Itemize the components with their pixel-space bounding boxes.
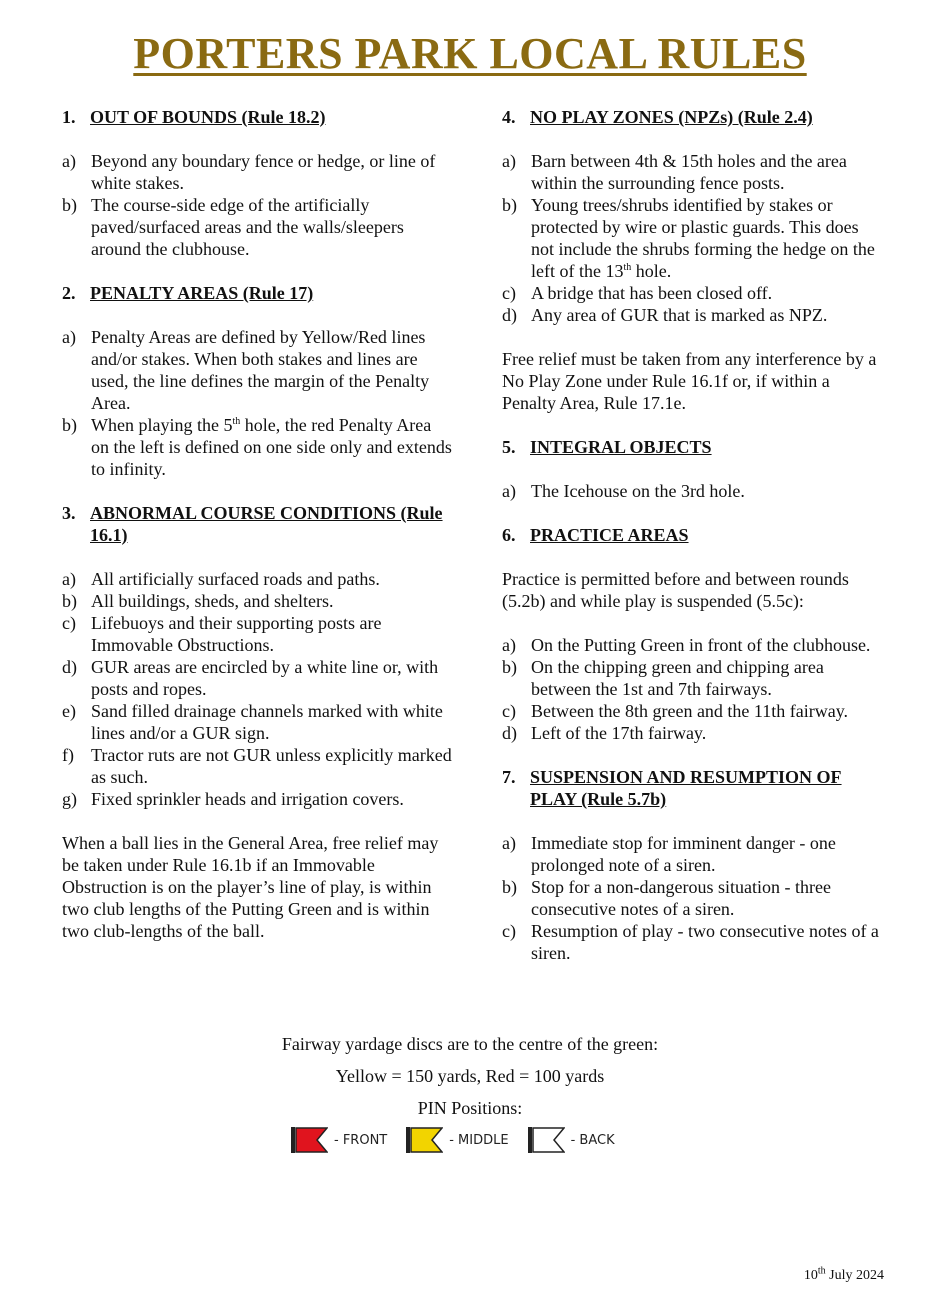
item-marker: d) [502, 305, 517, 325]
item-marker: a) [502, 481, 516, 501]
item-text: On the Putting Green in front of the clubhouse. [531, 635, 871, 655]
list-item [502, 304, 882, 326]
list-item [502, 700, 882, 722]
list-item [502, 656, 882, 700]
item-marker: b) [62, 415, 77, 435]
item-text: Resumption of play - two consecutive notes of a siren. [531, 921, 879, 963]
section-note: When a ball lies in the General Area, free relief may be taken under Rule 16.1b if an Immovable Obstruction is on the player’s line of play, is within two club lengths of the Putting Green and is within two club-lengths of the ball. [62, 833, 439, 941]
item-text: Lifebuoys and their supporting posts are Immovable Obstructions. [91, 613, 382, 655]
list-item [62, 326, 452, 414]
section-heading [62, 502, 452, 546]
rule-section [62, 282, 452, 480]
item-text: Beyond any boundary fence or hedge, or line of white stakes. [91, 151, 436, 193]
list-item [502, 150, 882, 194]
rule-section [62, 502, 452, 942]
pin-positions-legend [290, 1124, 615, 1156]
yardage-values: Yellow = 150 yards, Red = 100 yards [335, 1066, 605, 1086]
rule-list [502, 150, 882, 326]
item-marker: a) [62, 151, 76, 171]
yardage-note: Fairway yardage discs are to the centre of the green: [281, 1034, 659, 1054]
item-text: Left of the 17th fairway. [531, 723, 707, 743]
right-column [502, 106, 882, 986]
item-text: Penalty Areas are defined by Yellow/Red lines and/or stakes. When both stakes and lines are used, the line defines the margin of the Penalty Area. [91, 327, 430, 413]
item-marker: a) [502, 635, 516, 655]
item-text: Sand filled drainage channels marked with white lines and/or a GUR sign. [91, 701, 443, 743]
list-item [62, 590, 452, 612]
item-marker: c) [502, 921, 516, 941]
section-heading [502, 766, 882, 810]
list-item [62, 656, 452, 700]
item-marker: d) [502, 723, 517, 743]
item-marker: b) [62, 195, 77, 215]
red-flag-icon [290, 1126, 328, 1154]
list-item [62, 568, 452, 590]
item-marker: b) [502, 657, 517, 677]
section-number: 1. [62, 107, 76, 127]
ordinal-suffix: th [232, 416, 241, 427]
section-heading [502, 436, 882, 458]
rule-section [502, 524, 882, 744]
item-text: Between the 8th green and the 11th fairway. [531, 701, 849, 721]
section-number: 6. [502, 525, 516, 545]
list-item [502, 480, 882, 502]
rule-list [502, 634, 882, 744]
item-marker: b) [502, 195, 517, 215]
item-text [91, 414, 452, 480]
rule-section [502, 106, 882, 414]
item-text-part: hole, the red Penalty Area on the left is defined on one side only and extends to infinity. [91, 415, 452, 479]
section-number: 5. [502, 437, 516, 457]
item-marker: g) [62, 789, 77, 809]
section-title: SUSPENSION AND RESUMPTION OF PLAY (Rule 5.7b) [530, 767, 842, 809]
yellow-flag-icon [405, 1126, 443, 1154]
rule-section [502, 766, 882, 964]
section-heading [502, 524, 882, 546]
section-number: 7. [502, 767, 516, 787]
list-item [62, 612, 452, 656]
item-marker: a) [62, 569, 76, 589]
list-item [502, 282, 882, 304]
rule-list [62, 568, 452, 810]
pin-legend-item [290, 1126, 387, 1154]
page-title: PORTERS PARK LOCAL RULES [133, 29, 807, 78]
item-text: All artificially surfaced roads and paths. [91, 569, 380, 589]
list-item [502, 876, 882, 920]
list-item [62, 414, 452, 480]
section-number: 3. [62, 503, 76, 523]
item-marker: c) [502, 283, 516, 303]
section-title: ABNORMAL COURSE CONDITIONS (Rule 16.1) [90, 503, 443, 545]
footer-notes [0, 1032, 940, 1128]
item-text: Any area of GUR that is marked as NPZ. [531, 305, 828, 325]
pin-legend-label: - MIDDLE [449, 1132, 509, 1148]
item-text: All buildings, sheds, and shelters. [91, 591, 334, 611]
list-item [502, 920, 882, 964]
item-marker: a) [502, 151, 516, 171]
section-number: 2. [62, 283, 76, 303]
rule-list [502, 832, 882, 964]
item-text: Barn between 4th & 15th holes and the area within the surrounding fence posts. [531, 151, 847, 193]
section-title: NO PLAY ZONES (NPZs) (Rule 2.4) [530, 107, 813, 127]
item-text: Immediate stop for imminent danger - one prolonged note of a siren. [531, 833, 836, 875]
item-text-part: When playing the 5 [91, 415, 233, 435]
list-item [502, 194, 882, 282]
list-item [62, 744, 452, 788]
section-heading [62, 282, 452, 304]
section-heading [62, 106, 452, 128]
ordinal-suffix: th [623, 262, 632, 273]
pin-legend-label: - FRONT [334, 1132, 388, 1148]
section-number: 4. [502, 107, 516, 127]
item-marker: f) [62, 745, 74, 765]
item-text: Stop for a non-dangerous situation - three consecutive notes of a siren. [531, 877, 831, 919]
item-text-part: Young trees/shrubs identified by stakes or protected by wire or plastic guards. This does not include the shrubs forming the hedge on the left of the 13 [531, 195, 875, 281]
item-marker: b) [502, 877, 517, 897]
item-marker: a) [62, 327, 76, 347]
list-item [62, 788, 452, 810]
item-marker: c) [62, 613, 76, 633]
item-marker: e) [62, 701, 76, 721]
section-note: Free relief must be taken from any interference by a No Play Zone under Rule 16.1f or, if within a Penalty Area, Rule 17.1e. [502, 349, 877, 413]
rule-list [62, 150, 452, 260]
item-text-part: hole. [631, 261, 672, 281]
item-text: Tractor ruts are not GUR unless explicitly marked as such. [91, 745, 452, 787]
rule-section [502, 436, 882, 502]
list-item [62, 700, 452, 744]
section-title: OUT OF BOUNDS (Rule 18.2) [90, 107, 326, 127]
left-column [62, 106, 452, 964]
list-item [62, 194, 452, 260]
pin-legend-item [405, 1126, 508, 1154]
item-text: The Icehouse on the 3rd hole. [531, 481, 745, 501]
item-text: Fixed sprinkler heads and irrigation covers. [91, 789, 404, 809]
issue-date: 10th July 2024 [803, 1265, 884, 1283]
pin-legend-label: - BACK [570, 1132, 615, 1148]
rule-list [62, 326, 452, 480]
item-marker: d) [62, 657, 77, 677]
list-item [502, 832, 882, 876]
list-item [502, 634, 882, 656]
item-text: On the chipping green and chipping area between the 1st and 7th fairways. [531, 657, 824, 699]
section-heading [502, 106, 882, 128]
pin-positions-label: PIN Positions: [417, 1098, 523, 1118]
item-text: The course-side edge of the artificially paved/surfaced areas and the walls/sleepers around the clubhouse. [91, 195, 404, 259]
pin-legend-item [527, 1126, 615, 1154]
item-text: GUR areas are encircled by a white line or, with posts and ropes. [91, 657, 439, 699]
list-item [62, 150, 452, 194]
list-item [502, 722, 882, 744]
item-text: A bridge that has been closed off. [531, 283, 773, 303]
rule-list [502, 480, 882, 502]
section-title: PRACTICE AREAS [530, 525, 689, 545]
section-intro: Practice is permitted before and between rounds (5.2b) and while play is suspended (5.5c): [502, 569, 849, 611]
item-text [531, 194, 882, 282]
item-marker: c) [502, 701, 516, 721]
item-marker: a) [502, 833, 516, 853]
section-title: INTEGRAL OBJECTS [530, 437, 712, 457]
item-marker: b) [62, 591, 77, 611]
rule-section [62, 106, 452, 260]
white-flag-icon [527, 1126, 565, 1154]
section-title: PENALTY AREAS (Rule 17) [90, 283, 314, 303]
